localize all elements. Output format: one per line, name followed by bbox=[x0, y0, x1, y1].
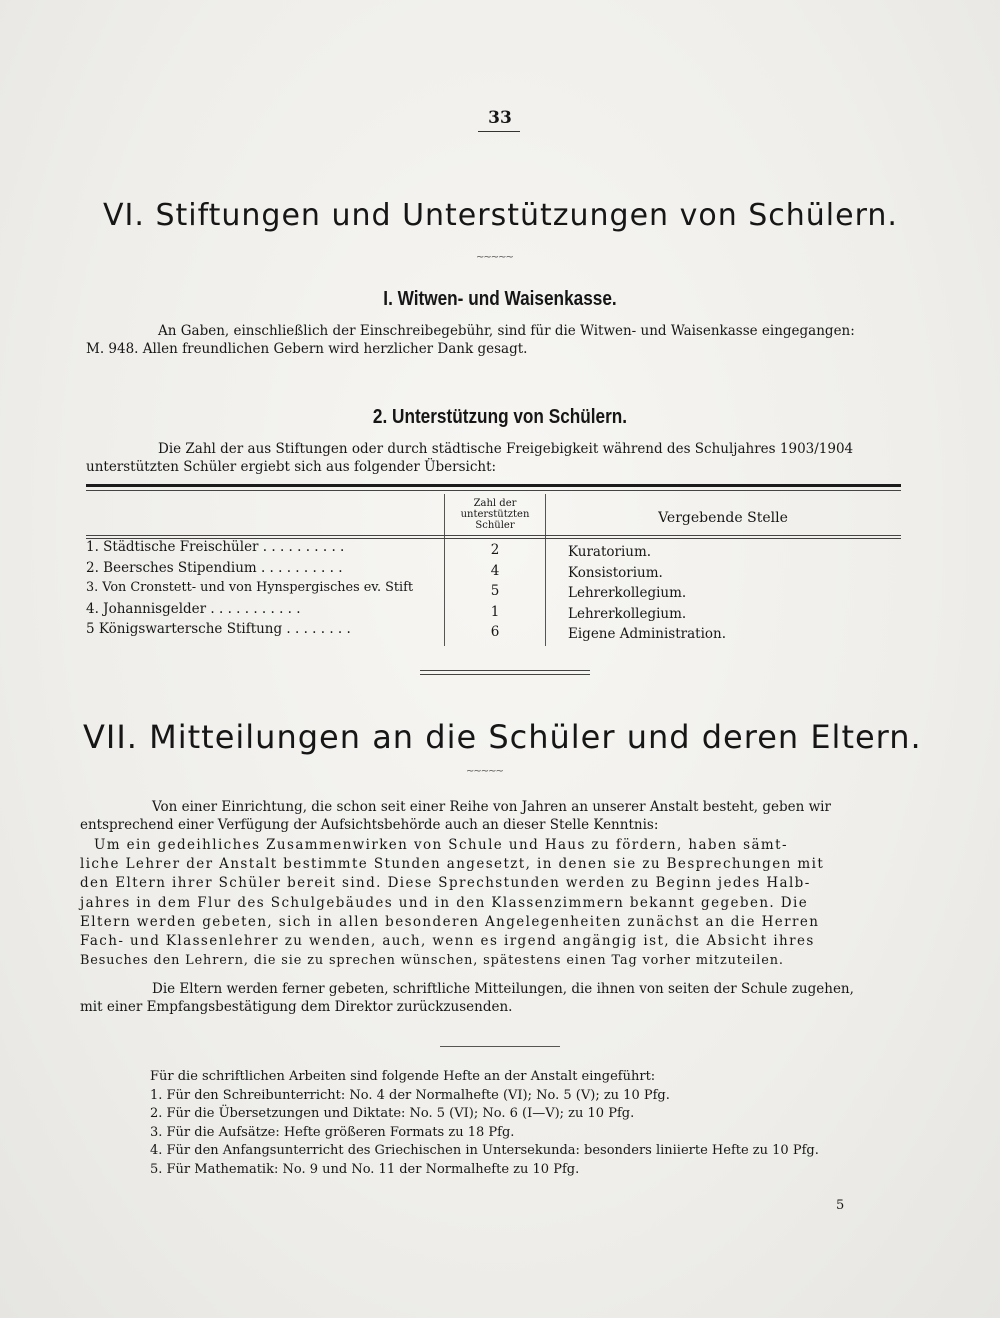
list-item: 5. Für Mathematik: No. 9 und No. 11 der Normalhefte zu 10 Pfg. bbox=[150, 1161, 580, 1177]
subsection-2-line-1: Die Zahl der aus Stiftungen oder durch städtische Freigebigkeit während des Schuljahres 1903/1904 bbox=[158, 441, 854, 457]
paragraph-separator-rule bbox=[440, 1046, 560, 1047]
table-row-name: 4. Johannisgelder . . . . . . . . . . . bbox=[86, 600, 301, 617]
table-row-count: 4 bbox=[490, 562, 500, 579]
table-column-divider-1 bbox=[444, 494, 445, 646]
subsection-1-line-2: M. 948. Allen freundlichen Gebern wird herzlicher Dank gesagt. bbox=[86, 341, 528, 357]
section-6-title: VI. Stiftungen und Unterstützungen von Schülern. bbox=[103, 198, 898, 233]
table-row-stelle: Lehrerkollegium. bbox=[568, 585, 687, 601]
list-item: 3. Für die Aufsätze: Hefte größeren Formats zu 18 Pfg. bbox=[150, 1124, 515, 1140]
list-item: 1. Für den Schreibunterricht: No. 4 der Normalhefte (VI); No. 5 (V); zu 10 Pfg. bbox=[150, 1087, 670, 1103]
table-header-stelle: Vergebende Stelle bbox=[658, 510, 788, 526]
section-7-paragraph-1: Von einer Einrichtung, die schon seit einer Reihe von Jahren an unserer Anstalt besteht, geben wir entsprechend einer Verfügung der Aufsichtsbehörde auch an dieser Stelle Kenntnis: bbox=[80, 799, 831, 833]
table-header-count: Zahl der unterstützten Schüler bbox=[460, 498, 530, 531]
table-column-stelle bbox=[568, 542, 898, 645]
section-7-paragraph-3: Die Eltern werden ferner gebeten, schriftliche Mitteilungen, die ihnen von seiten der Schule zugehen, mit einer Empfangsbestätigung dem Direktor zurückzusenden. bbox=[80, 981, 854, 1015]
table-row-stelle: Kuratorium. bbox=[568, 544, 652, 560]
page-number: 33 bbox=[488, 108, 512, 128]
page-number-rule bbox=[478, 131, 520, 132]
list-item: 4. Für den Anfangsunterricht des Griechischen in Untersekunda: besonders liniierte Hefte zu 10 Pfg. bbox=[150, 1143, 819, 1158]
signature-mark: 5 bbox=[836, 1198, 845, 1213]
subsection-2-line-2: unterstützten Schüler ergiebt sich aus folgender Übersicht: bbox=[86, 459, 497, 475]
list-item: 2. Für die Übersetzungen und Diktate: No. 5 (VI); No. 6 (I—V); zu 10 Pfg. bbox=[150, 1106, 635, 1121]
table-row-count: 6 bbox=[490, 624, 500, 640]
table-column-names bbox=[86, 537, 436, 640]
table-column-divider-2 bbox=[545, 494, 546, 646]
subsection-2-text bbox=[86, 440, 906, 476]
subsection-1-text bbox=[86, 322, 906, 358]
table-top-rule-thin bbox=[86, 490, 901, 491]
table-row-name: 3. Von Cronstett- und von Hynspergisches ev. Stift bbox=[86, 580, 414, 595]
subsection-2-title: 2. Unterstützung von Schülern. bbox=[372, 406, 628, 428]
table-column-counts bbox=[446, 540, 544, 643]
table-header-rule bbox=[86, 535, 901, 536]
table-row-name: 5 Königswartersche Stiftung . . . . . . . . bbox=[86, 621, 351, 637]
table-row-count: 1 bbox=[490, 603, 500, 620]
hefte-intro: Für die schriftlichen Arbeiten sind folgende Hefte an der Anstalt eingeführt: bbox=[150, 1069, 656, 1084]
section-7-divider: ~~~~~ bbox=[466, 766, 503, 777]
table-top-rule bbox=[86, 484, 901, 487]
subsection-1-title: I. Witwen- und Waisenkasse. bbox=[383, 288, 617, 310]
section-7-title: VII. Mitteilungen an die Schüler und deren Eltern. bbox=[83, 718, 922, 756]
table-row-stelle: Konsistorium. bbox=[568, 564, 663, 581]
table-row-stelle: Eigene Administration. bbox=[568, 626, 727, 642]
section-6-divider: ~~~~~ bbox=[476, 252, 513, 263]
section-7-paragraph-2: Um ein gedeihliches Zusammenwirken von Schule und Haus zu fördern, haben sämt- liche Lehrer der Anstalt bestimmte Stunden angesetzt, in denen sie zu Besprechungen mit den Eltern ihrer Schüler bereit sind. Diese Sprechstunden werden zu Beginn jedes Halb- jahres in dem Flur des Schulgebäudes und in den Klassenzimmern bekannt gegeben. Die Eltern werden gebeten, sich in allen besonderen Angelegenheiten zunächst an die Herren Fach- und Klassenlehrer zu wenden, auch, wenn es irgend angängig ist, die Absicht ihres Besuches den Lehrern, die sie zu sprechen wünschen, spätestens einen Tag vorher mitzuteilen. bbox=[80, 837, 825, 969]
table-row-count: 2 bbox=[490, 542, 500, 558]
hefte-list bbox=[150, 1068, 910, 1179]
table-row-name: 2. Beersches Stipendium . . . . . . . . . . bbox=[86, 559, 343, 576]
section-separator-rule-2 bbox=[420, 674, 590, 675]
table-row-count: 5 bbox=[490, 583, 500, 599]
table-row-stelle: Lehrerkollegium. bbox=[568, 605, 687, 622]
section-separator-rule bbox=[420, 670, 590, 671]
table-row-name: 1. Städtische Freischüler . . . . . . . . . . bbox=[86, 539, 345, 555]
subsection-1-line-1: An Gaben, einschließlich der Einschreibegebühr, sind für die Witwen- und Waisenkasse eingegangen: bbox=[158, 323, 855, 339]
